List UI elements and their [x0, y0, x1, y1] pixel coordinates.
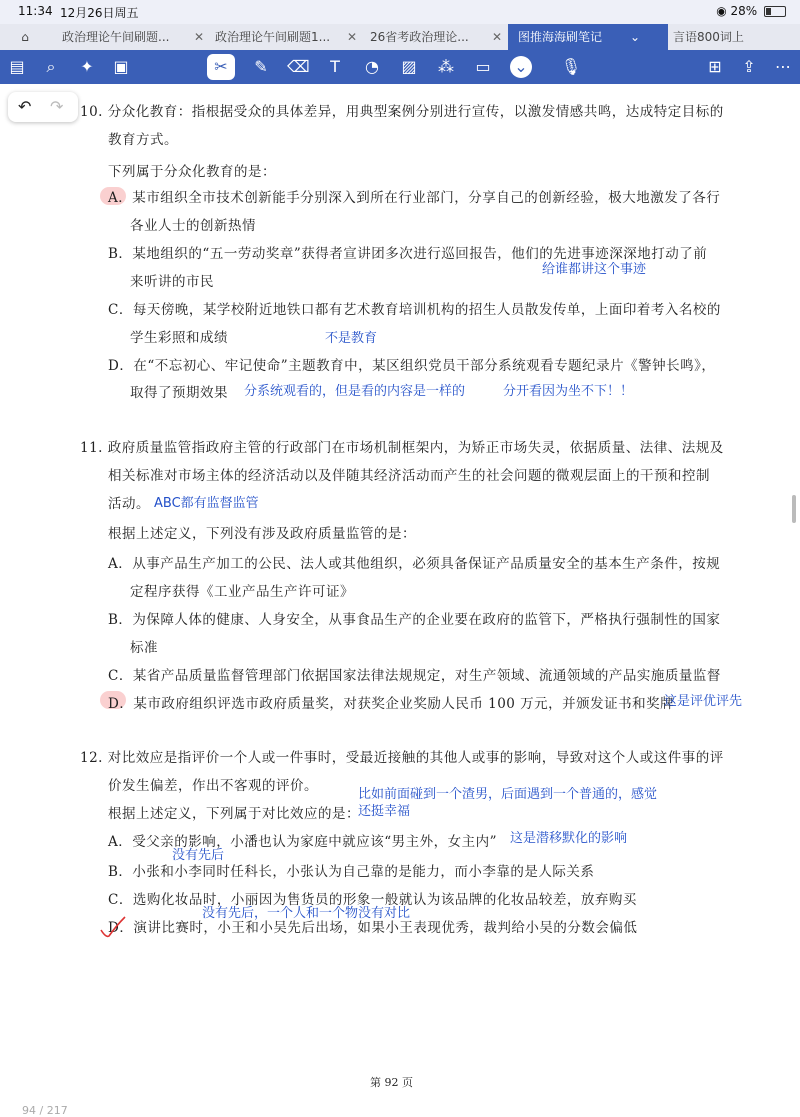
q10-option-a-2: 各业人士的创新热情: [130, 218, 256, 234]
page-counter: 94 / 217: [22, 1104, 68, 1117]
q11-prompt: 根据上述定义，下列没有涉及政府质量监管的是：: [108, 526, 416, 542]
text-icon[interactable]: T: [330, 57, 340, 76]
home-icon[interactable]: ⌂: [21, 30, 29, 44]
close-icon[interactable]: ✕: [346, 30, 357, 44]
q11-option-a-1: A．从事产品生产加工的公民、法人或其他组织，必须具备保证产品质量安全的基本生产条件，按规: [108, 556, 721, 572]
handwritten-note: 分开看因为坐不下！！: [503, 384, 634, 399]
q12-line-1: [80, 746, 724, 766]
status-right: [716, 4, 786, 18]
close-icon[interactable]: ✕: [491, 30, 502, 44]
add-page-icon[interactable]: ⊞: [708, 57, 722, 76]
handwritten-note: 不是教育: [325, 331, 378, 346]
eraser-icon[interactable]: ⌫: [287, 57, 310, 76]
q10-prompt: 下列属于分众化教育的是：: [108, 164, 276, 180]
q10-option-b-1: B．某地组织的“五一劳动奖章”获得者宣讲团多次进行巡回报告，他们的先进事迹深深地打动了前: [108, 246, 708, 262]
sticky-note-icon[interactable]: ▭: [475, 57, 491, 76]
handwritten-note: 没有先后: [172, 848, 225, 863]
q11-line-1: [80, 436, 724, 456]
wifi-icon: ◉: [716, 4, 727, 18]
chevron-down-icon[interactable]: ⌄: [629, 30, 640, 44]
document-page: [0, 84, 800, 1117]
tab-2[interactable]: [205, 24, 365, 50]
tab-label: 图推海海刷笔记: [518, 30, 603, 44]
scrollbar[interactable]: [792, 495, 796, 523]
search-icon[interactable]: ⌕: [46, 57, 56, 76]
share-icon[interactable]: ⇪: [742, 57, 756, 76]
q11-option-d-1: D．某市政府组织评选市政府质量奖，对获奖企业奖励人民币 100 万元，并颁发证书和奖牌: [108, 696, 675, 712]
more-chevron-icon[interactable]: ⌄: [510, 56, 532, 78]
handwritten-note: ABC都有监督监管: [154, 496, 259, 511]
q12-option-a-1: A．受父亲的影响，小潘也认为家庭中就应该“男主外，女主内”: [108, 834, 498, 850]
tab-label: 26省考政治理论...: [370, 30, 469, 44]
q10-number: 10.: [80, 104, 103, 120]
menu-icon[interactable]: ⋯: [775, 57, 791, 76]
q11-stem-2: 相关标准对市场主体的经济活动以及伴随其经济活动而产生的社会问题的微观层面上的干预和控制: [108, 468, 710, 484]
q12-stem-1: 对比效应是指评价一个人或一件事时，受最近接触的其他人或事的影响，导致对这个人或这件事的评: [107, 750, 724, 766]
q12-option-d-1: D．演讲比赛时，小王和小吴先后出场，如果小王表现优秀，裁判给小吴的分数会偏低: [108, 920, 638, 936]
checkmark-icon: [98, 914, 128, 942]
page-number: 第 92 页: [370, 1076, 413, 1089]
image-icon[interactable]: ▨: [401, 57, 417, 76]
q12-stem-2: 价发生偏差，作出不客观的评价。: [108, 778, 318, 794]
tab-4-active[interactable]: [508, 24, 668, 50]
shape-icon[interactable]: ◔: [365, 57, 379, 76]
undo-icon[interactable]: ↶: [18, 97, 32, 116]
toolbar: [0, 50, 800, 84]
q12-option-c-1: C．选购化妆品时，小丽因为售货员的形象一般就认为该品牌的化妆品较差，放弃购买: [108, 892, 637, 908]
redo-icon[interactable]: ↷: [50, 97, 64, 116]
q12-option-b-1: B．小张和小李同时任科长，小张认为自己靠的是能力，而小李靠的是人际关系: [108, 864, 595, 880]
document-icon[interactable]: ▣: [113, 57, 129, 76]
q10-stem-2: 教育方式。: [108, 132, 178, 148]
lasso-icon[interactable]: ✂: [207, 54, 235, 80]
q11-number: 11.: [80, 440, 103, 456]
q11-option-b-2: 标准: [130, 640, 158, 656]
tab-5[interactable]: [665, 24, 800, 50]
q10-option-a-1: A．某市组织全市技术创新能手分别深入到所在行业部门，分享自己的创新经验，极大地激发了各行: [108, 190, 721, 206]
handwritten-note: 给谁都讲这个事迹: [542, 262, 647, 277]
q11-stem-3: 活动。: [108, 496, 150, 512]
pen-icon[interactable]: ✎: [254, 57, 268, 76]
q11-option-c-1: C．某省产品质量监督管理部门依据国家法律法规规定，对生产领域、流通领域的产品实施质量监督: [108, 668, 721, 684]
tab-label: 言语800词上: [673, 30, 744, 44]
q11-option-a-2: 定程序获得《工业产品生产许可证》: [130, 584, 354, 600]
q12-prompt: 根据上述定义，下列属于对比效应的是：: [108, 806, 360, 822]
q10-option-b-2: 来听讲的市民: [130, 274, 214, 290]
q10-stem-1: 分众化教育：指根据受众的具体差异，用典型案例分别进行宣传，以激发情感共鸣，达成特定目标的: [107, 104, 724, 120]
handwritten-note: 还挺幸福: [358, 804, 411, 819]
q12-number: 12.: [80, 750, 103, 766]
q10-option-c-1: C．每天傍晚，某学校附近地铁口都有艺术教育培训机构的招生人员散发传单，上面印着考入名校的: [108, 302, 721, 318]
handwritten-note: 分系统观看的，但是看的内容是一样的: [244, 384, 466, 399]
microphone-icon[interactable]: 🎙: [560, 57, 582, 76]
handwritten-note: 比如前面碰到一个渣男，后面遇到一个普通的，感觉: [358, 787, 658, 802]
q10-option-c-2: 学生彩照和成绩: [130, 330, 228, 346]
tab-1[interactable]: [50, 24, 212, 50]
q10-line-1: [80, 100, 724, 120]
q11-option-b-1: B．为保障人体的健康、人身安全，从事食品生产的企业要在政府的监管下，严格执行强制性的国家: [108, 612, 721, 628]
handwritten-note: 没有先后，一个人和一个物没有对比: [202, 906, 411, 921]
tab-label: 政治理论午间刷题1...: [215, 30, 331, 44]
elements-icon[interactable]: ⁂: [438, 57, 454, 76]
status-date: 12月26日周五: [60, 6, 139, 20]
status-bar: [0, 0, 800, 24]
status-time: 11:34: [18, 4, 53, 18]
tab-label: 政治理论午间刷题...: [62, 30, 170, 44]
handwritten-note: 这是潜移默化的影响: [510, 831, 628, 846]
tab-bar: [0, 24, 800, 50]
q10-option-d-1: D．在“不忘初心、牢记使命”主题教育中，某区组织党员干部分系统观看专题纪录片《警钟长鸣》，: [108, 358, 716, 374]
sidebar-icon[interactable]: ▤: [9, 57, 25, 76]
ai-sparkle-icon[interactable]: ✦: [80, 57, 94, 76]
handwritten-note: 这是评优评先: [664, 694, 743, 709]
tab-3[interactable]: [360, 24, 510, 50]
battery-text: 28%: [730, 4, 758, 18]
close-icon[interactable]: ✕: [193, 30, 204, 44]
q11-stem-1: 政府质量监管指政府主管的行政部门在市场机制框架内，为矫正市场失灵，依据质量、法律、法规及: [107, 440, 724, 456]
battery-icon: [764, 6, 786, 17]
q10-option-d-2: 取得了预期效果: [130, 385, 228, 401]
